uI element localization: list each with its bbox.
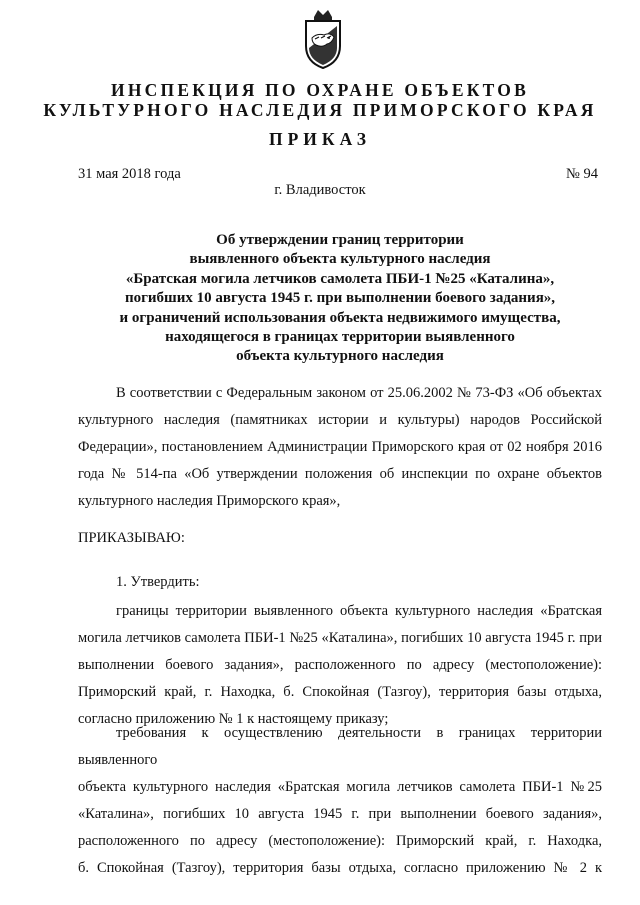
paragraph-line: расположенного по адресу (местоположение): Приморский край, г. Находка, xyxy=(78,833,602,849)
preamble-line: культурного наследия Приморского края», xyxy=(78,493,341,509)
preamble-line: года № 514-па «Об утверждении положения об инспекции по охране объектов xyxy=(78,466,602,482)
paragraph-line: выполнении боевого задания», расположенного по адресу (местоположение): xyxy=(78,657,602,673)
paragraph-line: могила летчиков самолета ПБИ-1 №25 «Каталина», погибших 10 августа 1945 г. при xyxy=(78,630,602,646)
document-number: № 94 xyxy=(566,166,598,182)
document-date: 31 мая 2018 года xyxy=(78,166,181,182)
paragraph-line: объекта культурного наследия «Братская могила летчиков самолета ПБИ-1 №25 xyxy=(78,779,602,795)
organization-name-line1: ИНСПЕКЦИЯ ПО ОХРАНЕ ОБЪЕКТОВ xyxy=(111,80,529,100)
preamble-paragraph xyxy=(78,380,602,515)
order-directive: ПРИКАЗЫВАЮ: xyxy=(78,530,185,546)
preamble-line: культурного наследия (памятниках истории и культуры) народов Российской xyxy=(78,412,602,428)
paragraph-line: границы территории выявленного объекта культурного наследия «Братская xyxy=(116,603,602,619)
subject-line: находящегося в границах территории выявленного xyxy=(165,329,515,346)
coat-of-arms-icon xyxy=(303,8,343,70)
paragraph-line: б. Спокойная (Тазгоу), территория базы отдыха, согласно приложению № 2 к xyxy=(78,860,602,876)
subject-line: выявленного объекта культурного наследия xyxy=(189,251,491,268)
paragraph-line: «Каталина», погибших 10 августа 1945 г. при выполнении боевого задания», xyxy=(78,806,602,822)
paragraph-line: Приморский край, г. Находка, б. Спокойная (Тазгоу), территория базы отдыха, xyxy=(78,684,602,700)
subject-line: и ограничений использования объекта недвижимого имущества, xyxy=(119,309,561,326)
organization-name-line2: КУЛЬТУРНОГО НАСЛЕДИЯ ПРИМОРСКОГО КРАЯ xyxy=(43,100,597,120)
paragraph-line: согласно приложению № 1 к настоящему приказу; xyxy=(78,711,389,727)
preamble-line: Федерации», постановлением Администрации Приморского края от 02 ноября 2016 xyxy=(78,439,602,455)
item-1-requirements-paragraph xyxy=(78,720,602,882)
document-type-title: ПРИКАЗ xyxy=(268,129,372,149)
order-subject xyxy=(80,231,600,367)
subject-line: погибших 10 августа 1945 г. при выполнении боевого задания», xyxy=(124,290,556,307)
preamble-line: В соответствии с Федеральным законом от 25.06.2002 № 73-ФЗ «Об объектах xyxy=(116,385,602,401)
subject-line: «Братская могила летчиков самолета ПБИ-1 №25 «Каталина», xyxy=(125,270,555,287)
subject-line: Об утверждении границ территории xyxy=(216,232,464,248)
item-1-label: 1. Утвердить: xyxy=(116,574,200,590)
document-city: г. Владивосток xyxy=(274,182,366,198)
paragraph-line: требования к осуществлению деятельности в границах территории выявленного xyxy=(78,725,602,768)
item-1-boundaries-paragraph xyxy=(78,598,602,733)
subject-line: объекта культурного наследия xyxy=(236,348,444,365)
